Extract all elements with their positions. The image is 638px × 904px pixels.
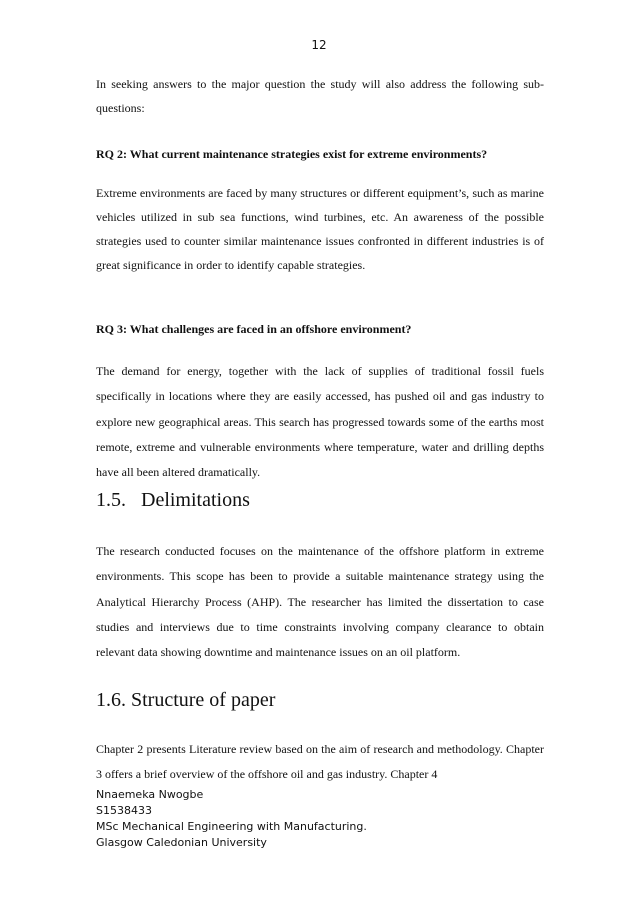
page-footer <box>96 787 367 851</box>
university-name: Glasgow Caledonian University <box>96 836 267 849</box>
rq3-paragraph: The demand for energy, together with the lack of supplies of traditional fossil fuels specifically in locations where they are easily accessed, has pushed oil and gas industry to explore new geographical areas. This search has progressed towards some of the earths most remote, extreme and vulnerable environments where temperature, water and drilling depths have all been altered dramatically. <box>96 364 544 480</box>
programme-name: MSc Mechanical Engineering with Manufacturing. <box>96 820 367 833</box>
structure-paragraph: Chapter 2 presents Literature review based on the aim of research and methodology. Chapter 3 offers a brief overview of the offshore oil and gas industry. Chapter 4 <box>96 742 544 782</box>
section-heading-delimitations: 1.5. Delimitations <box>96 489 250 511</box>
author-name: Nnaemeka Nwogbe <box>96 788 204 801</box>
intro-paragraph: In seeking answers to the major question the study will also address the following sub-questions: <box>96 77 544 115</box>
page-number: 12 <box>311 38 327 52</box>
student-id: S1538433 <box>96 804 152 817</box>
section-heading-structure: 1.6. Structure of paper <box>96 689 276 711</box>
rq2-heading: RQ 2: What current maintenance strategies exist for extreme environments? <box>96 147 488 161</box>
rq3-heading: RQ 3: What challenges are faced in an offshore environment? <box>96 322 412 336</box>
rq2-paragraph: Extreme environments are faced by many structures or different equipment’s, such as marine vehicles utilized in sub sea functions, wind turbines, etc. An awareness of the possible strategies used to counter similar maintenance issues confronted in different industries is of great significance in order to identify capable strategies. <box>96 186 544 272</box>
delimitations-paragraph: The research conducted focuses on the maintenance of the offshore platform in extreme environments. This scope has been to provide a suitable maintenance strategy using the Analytical Hierarchy Process (AHP). The researcher has limited the dissertation to case studies and interviews due to time constraints involving company clearance to obtain relevant data showing downtime and maintenance issues on an oil platform. <box>96 544 544 660</box>
